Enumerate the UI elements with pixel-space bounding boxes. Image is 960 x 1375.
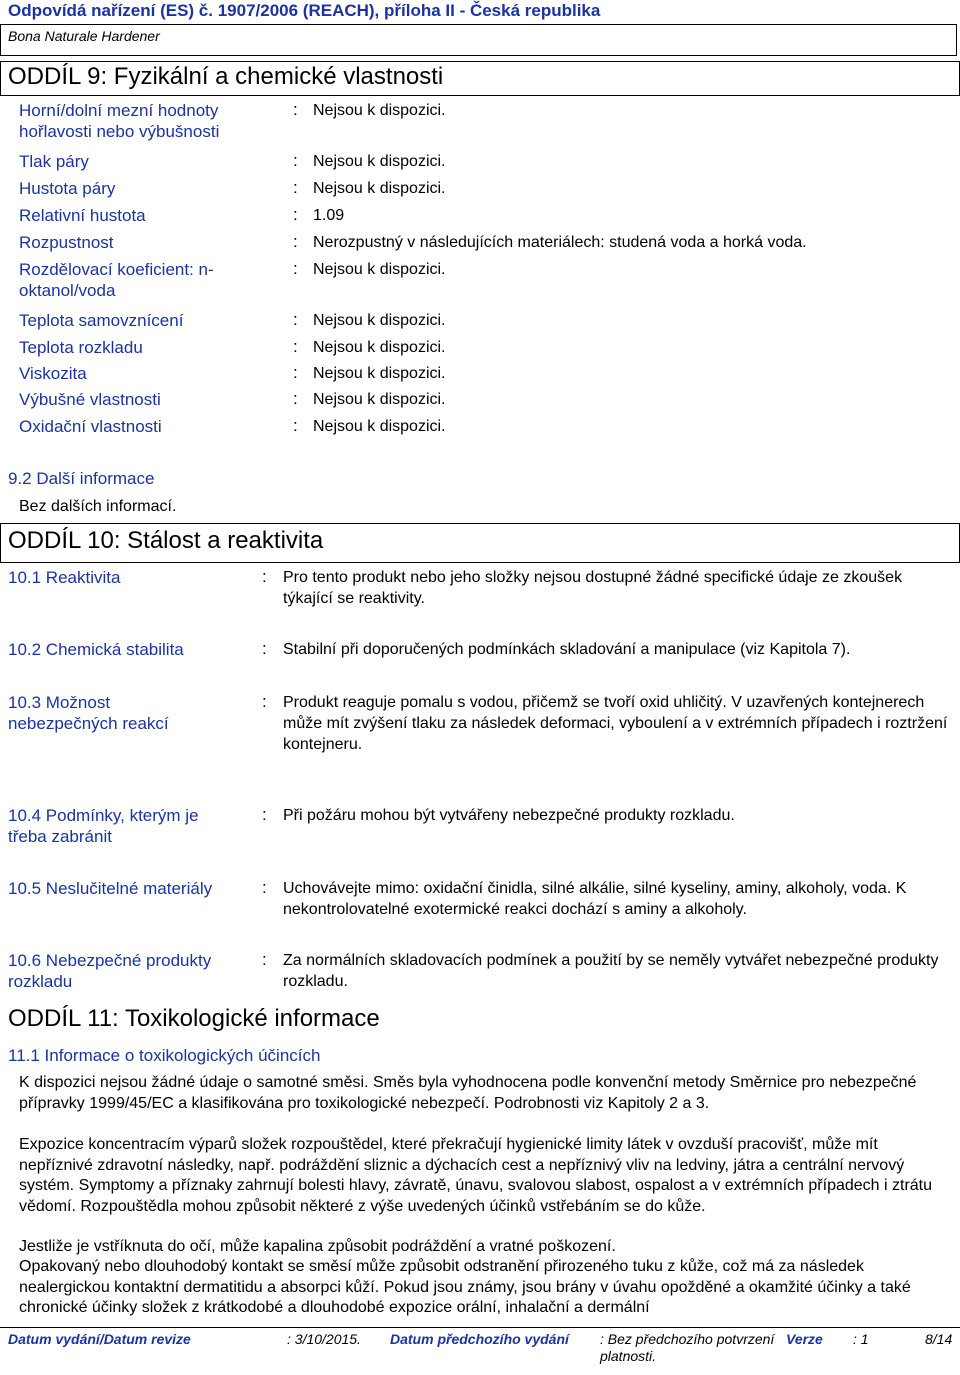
colon: : [262, 950, 267, 969]
prop-value: Nejsou k dispozici. [313, 153, 446, 170]
regulation-title: Odpovídá nařízení (ES) č. 1907/2006 (REACH), příloha II - Česká republika [8, 1, 601, 20]
colon: : [293, 178, 298, 197]
colon: : [293, 100, 298, 119]
prop-label: Horní/dolní mezní hodnoty hořlavosti nebo výbušnosti [19, 101, 220, 141]
reactivity-value: Pro tento produkt nebo jeho složky nejsou dostupné žádné specifické údaje ze zkoušek týkající se reaktivity. [283, 569, 903, 607]
prop-value: Nejsou k dispozici. [313, 365, 446, 382]
colon: : [262, 692, 267, 711]
colon: : [293, 416, 298, 435]
colon: : [293, 337, 298, 356]
prop-label: Výbušné vlastnosti [19, 390, 161, 409]
prop-value: Nejsou k dispozici. [313, 312, 446, 329]
stability-value: Stabilní při doporučených podmínkách skladování a manipulace (viz Kapitola 7). [283, 641, 851, 658]
footer-version-label: Verze [786, 1331, 823, 1347]
colon: : [293, 232, 298, 251]
reactivity-label: 10.1 Reaktivita [8, 568, 121, 587]
prop-label: Tlak páry [19, 152, 89, 171]
toxicology-paragraph: Jestliže je vstříknuta do očí, může kapalina způsobit podráždění a vratné poškození. [19, 1238, 616, 1255]
toxicology-subheading: 11.1 Informace o toxikologických účincích [8, 1046, 321, 1065]
prop-value: Nejsou k dispozici. [313, 391, 446, 408]
section-9-title: ODDÍL 9: Fyzikální a chemické vlastnosti [8, 63, 444, 90]
prop-value: Nerozpustný v následujících materiálech: studená voda a horká voda. [313, 234, 807, 251]
footer-issue-label: Datum vydání/Datum revize [8, 1331, 191, 1347]
prop-label: Viskozita [19, 364, 87, 383]
conditions-to-avoid-value: Při požáru mohou být vytvářeny nebezpečné produkty rozkladu. [283, 807, 735, 824]
colon: : [293, 151, 298, 170]
colon: : [262, 567, 267, 586]
prop-label: Rozdělovací koeficient: n-oktanol/voda [19, 260, 214, 300]
prop-label: Hustota páry [19, 179, 116, 198]
toxicology-paragraph: K dispozici nejsou žádné údaje o samotné směsi. Směs byla vyhodnocena podle konvenční metody Směrnice pro nebezpečné přípravky 1999/45/EC a klasifikována pro toxikologické nebezpečí. Podrobnosti viz Kapitoly 2 a 3. [19, 1074, 917, 1112]
footer-prev-label: Datum předchozího vydání [390, 1331, 569, 1347]
colon: : [293, 310, 298, 329]
conditions-to-avoid-label: 10.4 Podmínky, kterým je třeba zabránit [8, 806, 199, 846]
footer-divider [0, 1327, 960, 1328]
prop-label: Relativní hustota [19, 206, 146, 225]
colon: : [293, 363, 298, 382]
incompatible-materials-label: 10.5 Neslučitelné materiály [8, 879, 213, 898]
footer-page-number: 8/14 [925, 1331, 953, 1347]
prop-value: Nejsou k dispozici. [313, 339, 446, 356]
colon: : [293, 389, 298, 408]
prop-value: 1.09 [313, 207, 345, 224]
prop-label: Teplota samovznícení [19, 311, 184, 330]
decomposition-products-value: Za normálních skladovacích podmínek a použití by se neměly vytvářet nebezpečné produkty rozkladu. [283, 952, 939, 990]
further-info-heading: 9.2 Další informace [8, 469, 155, 488]
footer-version-value: : 1 [853, 1331, 869, 1347]
prop-label: Oxidační vlastnosti [19, 417, 162, 436]
colon: : [262, 805, 267, 824]
toxicology-paragraph: Expozice koncentracím výparů složek rozpouštědel, které překračují hygienické limity látek v ovzduší pracovišť, může mít nepříznivé zdravotní následky, např. podráždění sliznic a dýchacích cest a nepříznivý vliv na ledviny, játra a centrální nervový systém. Symptomy a příznaky zahrnují bolesti hlavy, závratě, únavu, svalovou slabost, ospalost a v extrémních případech i ztrátu vědomí. Rozpouštědla mohou způsobit některé z výše uvedených účinků vstřebáním se do kůže. [19, 1136, 933, 1215]
colon: : [293, 259, 298, 278]
prop-label: Teplota rozkladu [19, 338, 143, 357]
toxicology-paragraph: Opakovaný nebo dlouhodobý kontakt se směsí může způsobit odstranění přirozeného tuku z kůže, což má za následek nealergickou kontaktní dermatitidu a absorpci kůží. Pokud jsou známy, jsou brány v úvahu opožděné a okamžité účinky a také chronické účinky složek z krátkodobé a dlouhodobé expozice orální, inhalační a dermální [19, 1258, 911, 1316]
prop-value: Nejsou k dispozici. [313, 261, 446, 278]
incompatible-materials-value: Uchovávejte mimo: oxidační činidla, silné alkálie, silné kyseliny, aminy, alkoholy, voda. K nekontrolovatelné exotermické reakci dochází s aminy a alkoholy. [283, 880, 907, 918]
hazardous-reactions-value: Produkt reaguje pomalu s vodou, přičemž se tvoří oxid uhličitý. V uzavřených kontejnerech může mít zvýšení tlaku za následek deformaci, vyboulení a v extrémních případech i roztržení kontejneru. [283, 694, 948, 753]
product-name: Bona Naturale Hardener [8, 28, 160, 44]
prop-label: Rozpustnost [19, 233, 114, 252]
colon: : [262, 878, 267, 897]
prop-value: Nejsou k dispozici. [313, 180, 446, 197]
section-11-title: ODDÍL 11: Toxikologické informace [8, 1005, 380, 1032]
section-10-title: ODDÍL 10: Stálost a reaktivita [8, 527, 324, 554]
footer-prev-value: : Bez předchozího potvrzení platnosti. [600, 1331, 775, 1364]
prop-value: Nejsou k dispozici. [313, 102, 446, 119]
decomposition-products-label: 10.6 Nebezpečné produkty rozkladu [8, 951, 212, 991]
prop-value: Nejsou k dispozici. [313, 418, 446, 435]
hazardous-reactions-label: 10.3 Možnost nebezpečných reakcí [8, 693, 169, 733]
colon: : [262, 639, 267, 658]
further-info-text: Bez dalších informací. [19, 498, 177, 515]
footer-issue-value: : 3/10/2015. [287, 1331, 361, 1347]
colon: : [293, 205, 298, 224]
stability-label: 10.2 Chemická stabilita [8, 640, 184, 659]
